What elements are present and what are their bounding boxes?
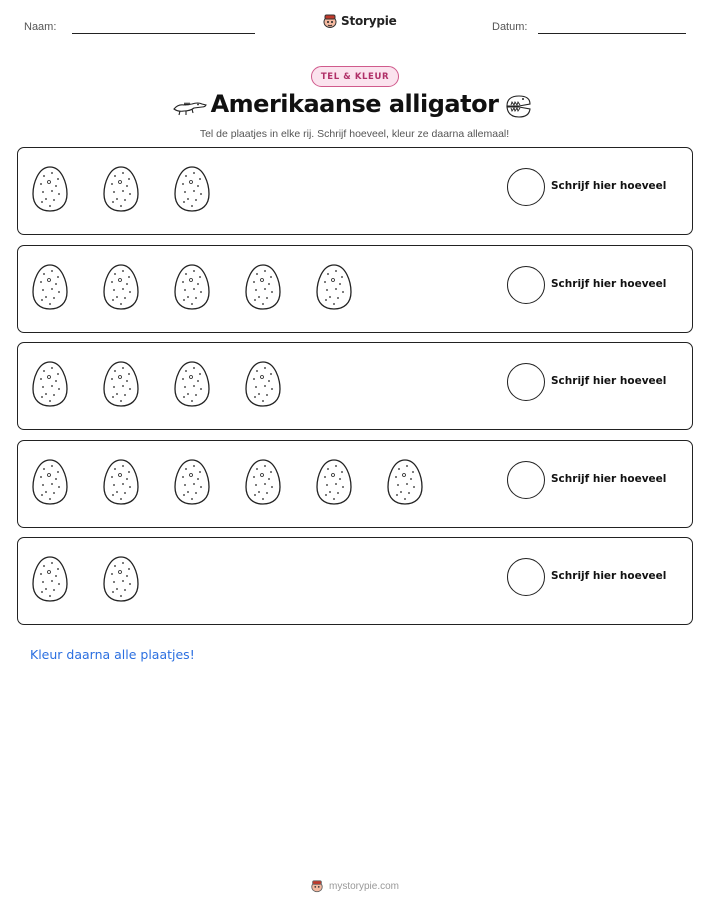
answer-circle[interactable] — [507, 266, 545, 304]
speckled-egg-icon[interactable] — [101, 164, 141, 214]
coloring-note: Kleur daarna alle plaatjes! — [30, 647, 195, 662]
speckled-egg-icon[interactable] — [314, 457, 354, 507]
instructions: Tel de plaatjes in elke rij. Schrijf hoeveel, kleur ze daarna allemaal! — [199, 128, 510, 140]
counting-row — [17, 440, 693, 528]
counting-row — [17, 342, 693, 430]
speckled-egg-icon[interactable] — [101, 359, 141, 409]
category-badge: TEL & KLEUR — [311, 66, 399, 87]
counting-row — [17, 147, 693, 235]
answer-label: Schrijf hier hoeveel — [551, 277, 667, 290]
brand-name: Storypie — [341, 14, 397, 28]
speckled-egg-icon[interactable] — [30, 554, 70, 604]
name-line[interactable] — [72, 33, 255, 34]
speckled-egg-icon[interactable] — [30, 359, 70, 409]
storypie-mascot-icon — [310, 879, 324, 893]
speckled-egg-icon[interactable] — [30, 262, 70, 312]
counting-row — [17, 245, 693, 333]
answer-label: Schrijf hier hoeveel — [551, 375, 667, 387]
page-title: Amerikaanse alligator — [210, 90, 499, 118]
date-line[interactable] — [538, 33, 686, 34]
storypie-mascot-icon — [322, 13, 338, 29]
footer — [0, 879, 709, 893]
answer-label: Schrijf hier hoeveel — [551, 570, 667, 582]
speckled-egg-icon[interactable] — [385, 457, 425, 507]
brand-logo — [322, 13, 397, 29]
date-label: Datum: — [492, 21, 528, 33]
answer-circle[interactable] — [507, 558, 545, 596]
speckled-egg-icon[interactable] — [30, 164, 70, 214]
speckled-egg-icon[interactable] — [172, 262, 212, 312]
speckled-egg-icon[interactable] — [172, 457, 212, 507]
speckled-egg-icon[interactable] — [101, 457, 141, 507]
answer-circle[interactable] — [507, 168, 545, 206]
speckled-egg-icon[interactable] — [30, 457, 70, 507]
answer-circle[interactable] — [507, 363, 545, 401]
name-label: Naam: — [24, 21, 57, 33]
speckled-egg-icon[interactable] — [172, 359, 212, 409]
footer-url: mystorypie.com — [328, 880, 399, 892]
answer-circle[interactable] — [507, 461, 545, 499]
speckled-egg-icon[interactable] — [172, 164, 212, 214]
answer-label: Schrijf hier hoeveel — [551, 180, 667, 192]
counting-row — [17, 537, 693, 625]
speckled-egg-icon[interactable] — [101, 262, 141, 312]
speckled-egg-icon[interactable] — [314, 262, 354, 312]
speckled-egg-icon[interactable] — [243, 359, 283, 409]
speckled-egg-icon[interactable] — [101, 554, 141, 604]
speckled-egg-icon[interactable] — [243, 262, 283, 312]
alligator-mouth-icon — [503, 92, 533, 120]
answer-label: Schrijf hier hoeveel — [551, 472, 667, 485]
speckled-egg-icon[interactable] — [243, 457, 283, 507]
